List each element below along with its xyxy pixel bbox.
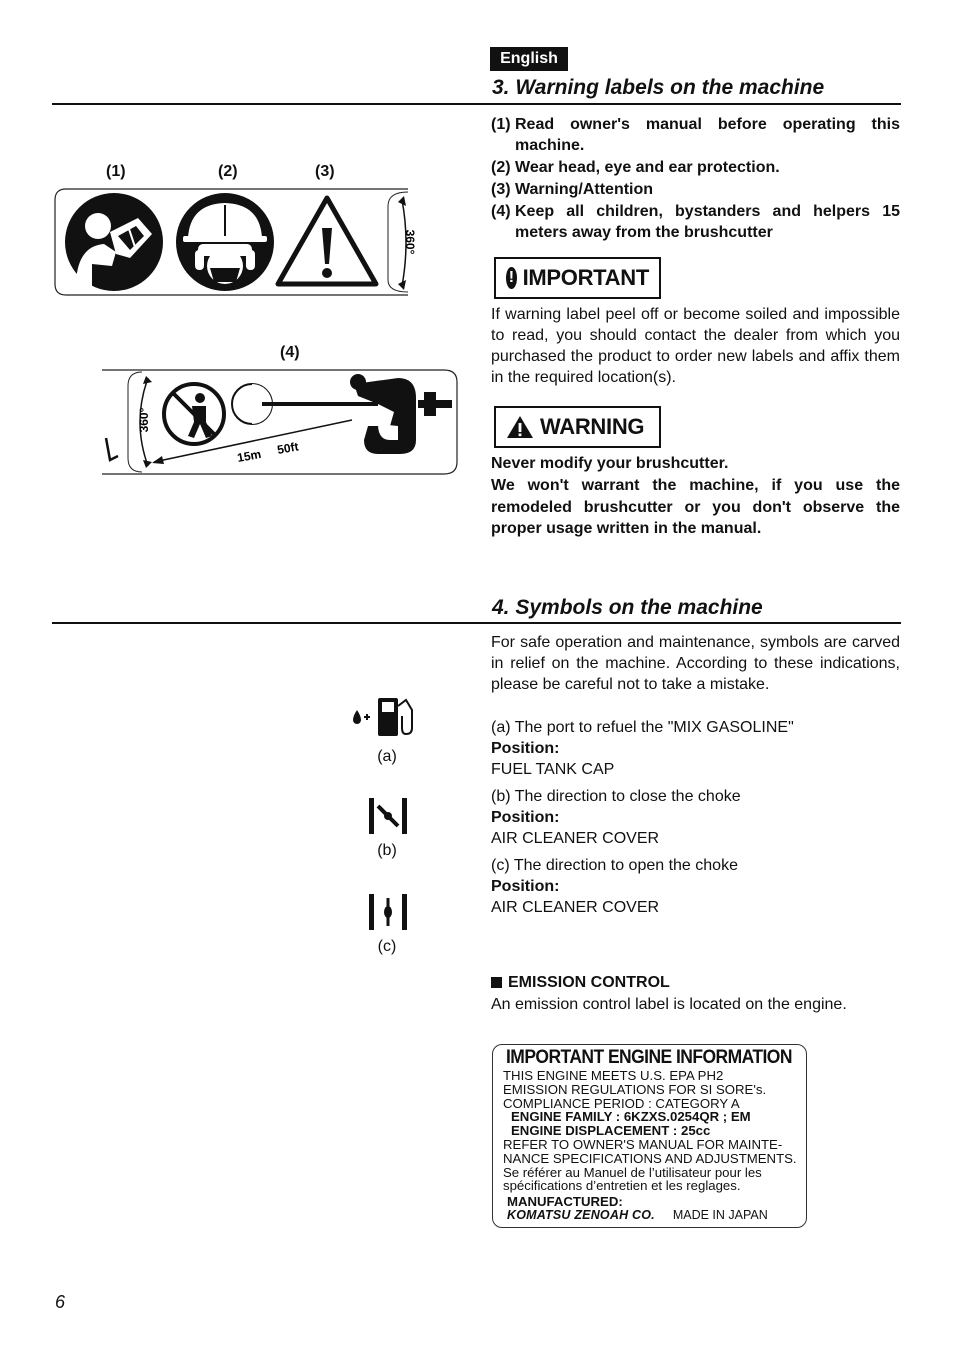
engine-line-9: spécifications d’entretien et les reglages. — [503, 1178, 741, 1194]
symbol-c-position: AIR CLEANER COVER — [491, 899, 660, 916]
engine-line-1: THIS ENGINE MEETS U.S. EPA PH2 — [503, 1068, 724, 1083]
engine-line-3: COMPLIANCE PERIOD : CATEGORY A — [503, 1095, 740, 1111]
section-4-title: 4. Symbols on the machine — [492, 596, 763, 619]
label-num-4: (4) — [280, 344, 300, 361]
important-label: IMPORTANT — [522, 265, 649, 290]
list-item: (4) Keep all children, bystanders and helpers 15 meters away from the brushcutter — [491, 203, 900, 241]
symbol-c-block — [491, 855, 900, 918]
engine-info-title: IMPORTANT ENGINE INFORMATION — [506, 1047, 792, 1068]
no-bystanders-icon — [164, 384, 224, 444]
symbol-a-desc: (a) The port to refuel the "MIX GASOLINE" — [491, 719, 794, 736]
symbols-intro: For safe operation and maintenance, symbols are carved in relief on the machine. According to these indications, please be careful not to take a mistake. — [491, 634, 900, 693]
emission-heading: EMISSION CONTROL — [508, 974, 670, 991]
engine-line-8: Se référer au Manuel de l’utilisateur pour les — [503, 1164, 762, 1180]
warning-label-sticker-2 — [102, 368, 460, 478]
emission-heading-row — [491, 972, 670, 993]
symbol-c-caption: (c) — [377, 938, 397, 955]
important-box — [494, 257, 661, 299]
operator-brushcutter-icon — [350, 374, 452, 454]
section-3-title: 3. Warning labels on the machine — [492, 76, 825, 99]
warning-triangle-icon — [506, 415, 534, 439]
engine-family: ENGINE FAMILY : 6KZXS.0254QR ; EM — [511, 1109, 751, 1125]
symbol-a-caption: (a) — [377, 748, 397, 765]
label-num-3: (3) — [315, 163, 335, 180]
maker-row — [503, 1209, 798, 1223]
language-tag: English — [490, 47, 568, 71]
warning-line-1: Never modify your brushcutter. — [491, 455, 729, 472]
attention-triangle-icon — [278, 198, 376, 284]
important-text: If warning label peel off or become soiled and impossible to read, you should contact the dealer from which you purchased the product to order new labels and affix them in the required location(s). — [491, 306, 900, 386]
symbol-b-caption: (b) — [377, 842, 397, 859]
symbol-a-block — [491, 717, 900, 780]
choke-open-icon — [368, 892, 408, 932]
warning-label-sticker-1 — [52, 186, 417, 298]
list-item: (1) Read owner's manual before operating this machine. — [491, 116, 900, 154]
head-protection-icon — [176, 193, 274, 291]
section-3-rule — [52, 103, 901, 105]
symbol-b-position-label: Position: — [491, 809, 560, 826]
symbol-b-desc: (b) The direction to close the choke — [491, 788, 741, 805]
emission-text: An emission control label is located on the engine. — [491, 996, 847, 1013]
symbol-c-position-label: Position: — [491, 878, 560, 895]
choke-close-icon — [368, 796, 408, 836]
engine-info-label — [492, 1044, 807, 1228]
symbol-a-position-label: Position: — [491, 740, 560, 757]
maker-logo: KOMATSU ZENOAH CO. — [507, 1207, 655, 1222]
section-4-rule — [52, 622, 901, 624]
exclamation-circle-icon: ! — [506, 267, 517, 289]
symbol-b-position: AIR CLEANER COVER — [491, 830, 660, 847]
engine-line-6: REFER TO OWNER'S MANUAL FOR MAINTE- — [503, 1136, 783, 1152]
angle-360-bottom: 360° — [137, 407, 151, 433]
symbol-b-block — [491, 786, 900, 849]
square-bullet-icon — [491, 977, 502, 988]
label-num-1: (1) — [106, 163, 126, 180]
warning-box — [494, 406, 661, 448]
fuel-pump-icon — [352, 694, 418, 738]
manufactured-label: MANUFACTURED: — [507, 1194, 623, 1210]
distance-feet: 50ft — [276, 439, 300, 457]
engine-displacement: ENGINE DISPLACEMENT : 25cc — [511, 1123, 711, 1139]
list-item: (2) Wear head, eye and ear protection. — [491, 159, 780, 176]
page-number: 6 — [55, 1292, 66, 1312]
engine-line-2: EMISSION REGULATIONS FOR SI SORE's. — [503, 1081, 767, 1097]
symbol-c-desc: (c) The direction to open the choke — [491, 857, 738, 874]
label-num-2: (2) — [218, 163, 238, 180]
warning-label-list — [491, 114, 900, 244]
distance-meters: 15m — [236, 446, 263, 465]
read-manual-icon — [65, 193, 163, 291]
symbol-a-position: FUEL TANK CAP — [491, 761, 615, 778]
made-in: MADE IN JAPAN — [672, 1207, 768, 1222]
list-item: (3) Warning/Attention — [491, 181, 654, 198]
warning-label: WARNING — [540, 414, 645, 439]
angle-360-top: 360° — [403, 229, 417, 255]
engine-line-7: NANCE SPECIFICATIONS AND ADJUSTMENTS. — [503, 1150, 797, 1166]
warning-line-2: We won't warrant the machine, if you use the remodeled brushcutter or you don't observe the proper usage written in the manual. — [491, 477, 900, 537]
